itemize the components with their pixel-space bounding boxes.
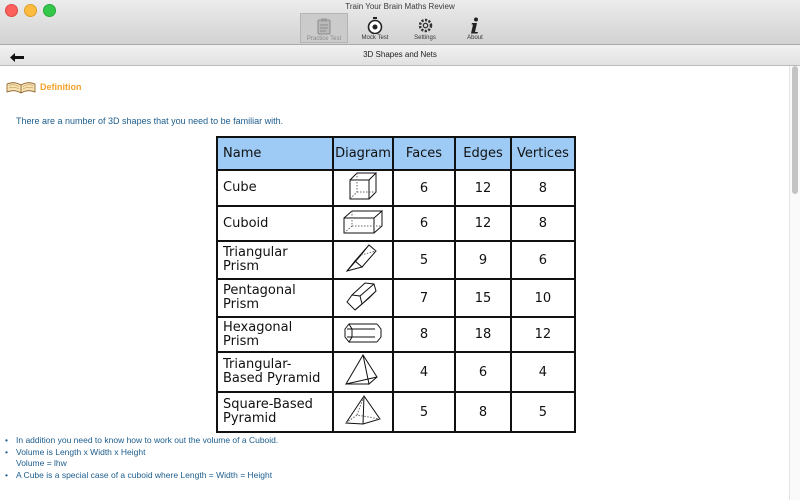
diagram-cell: [333, 241, 393, 279]
table-row: [217, 206, 575, 241]
table-header-row: [217, 137, 575, 170]
book-icon: [6, 80, 36, 94]
cuboid-diagram: [341, 208, 385, 236]
diagram-cell: [333, 392, 393, 432]
table-row: [217, 279, 575, 317]
edges-count: 8: [455, 392, 511, 432]
window-title: Train Your Brain Maths Review: [345, 2, 455, 11]
shape-name: Cuboid: [217, 206, 333, 241]
hexagonal-prism-diagram: [341, 320, 385, 346]
vertices-count: 10: [511, 279, 575, 317]
shape-name: Cube: [217, 170, 333, 206]
vertices-count: 5: [511, 392, 575, 432]
faces-count: 6: [393, 206, 455, 241]
vertices-count: 8: [511, 206, 575, 241]
header-name: Name: [217, 137, 333, 170]
table-row: [217, 392, 575, 432]
toolbar-mock-test-button[interactable]: [352, 13, 398, 41]
shape-name: Triangular Prism: [217, 241, 333, 279]
faces-count: 5: [393, 241, 455, 279]
content-area: [0, 66, 790, 500]
faces-count: 4: [393, 352, 455, 392]
shape-name: Hexagonal Prism: [217, 317, 333, 352]
list-item: • A Cube is a special case of a cuboid where Length = Width = Height: [16, 470, 278, 482]
navigation-bar: [0, 45, 800, 66]
toolbar-settings-button[interactable]: [402, 13, 448, 41]
shape-name: Triangular-Based Pyramid: [217, 352, 333, 392]
diagram-cell: [333, 317, 393, 352]
toolbar-about-button[interactable]: [452, 13, 498, 41]
toolbar: [300, 13, 502, 43]
intro-text: There are a number of 3D shapes that you need to be familiar with.: [16, 116, 284, 126]
faces-count: 7: [393, 279, 455, 317]
edges-count: 12: [455, 206, 511, 241]
cube-diagram: [343, 171, 383, 201]
list-item: • Volume is Length x Width x Height: [16, 447, 278, 459]
window-titlebar: [0, 0, 800, 45]
diagram-cell: [333, 352, 393, 392]
shape-name: Pentagonal Prism: [217, 279, 333, 317]
toolbar-about-label: About: [467, 35, 483, 41]
section-title: Definition: [40, 82, 82, 92]
shape-name: Square-Based Pyramid: [217, 392, 333, 432]
shapes-table: [216, 136, 576, 433]
edges-count: 6: [455, 352, 511, 392]
square-pyramid-diagram: [343, 393, 383, 427]
notes-list: [4, 435, 278, 481]
triangular-prism-diagram: [343, 242, 383, 274]
faces-count: 5: [393, 392, 455, 432]
toolbar-mock-test-label: Mock Test: [361, 35, 389, 41]
page-title: 3D Shapes and Nets: [363, 50, 437, 59]
diagram-cell: [333, 170, 393, 206]
header-faces: Faces: [393, 137, 455, 170]
table-row: [217, 317, 575, 352]
faces-count: 6: [393, 170, 455, 206]
edges-count: 15: [455, 279, 511, 317]
clipboard-icon: [317, 18, 331, 35]
vertices-count: 6: [511, 241, 575, 279]
header-diagram: Diagram: [333, 137, 393, 170]
vertices-count: 12: [511, 317, 575, 352]
scrollbar-thumb[interactable]: [792, 66, 798, 194]
edges-count: 9: [455, 241, 511, 279]
edges-count: 12: [455, 170, 511, 206]
table-row: [217, 352, 575, 392]
toolbar-settings-label: Settings: [414, 35, 436, 41]
vertical-scrollbar[interactable]: [789, 66, 800, 500]
edges-count: 18: [455, 317, 511, 352]
toolbar-practice-test-label: Practice Test: [306, 36, 342, 42]
pentagonal-prism-diagram: [343, 280, 383, 312]
toolbar-practice-test-button[interactable]: [300, 13, 348, 43]
vertices-count: 4: [511, 352, 575, 392]
diagram-cell: [333, 206, 393, 241]
list-item: Volume = lhw: [16, 458, 67, 468]
diagram-cell: [333, 279, 393, 317]
table-row: [217, 170, 575, 206]
list-item: • In addition you need to know how to work out the volume of a Cuboid.: [16, 435, 278, 447]
gear-icon: [417, 17, 434, 34]
faces-count: 8: [393, 317, 455, 352]
definition-heading: [6, 80, 82, 94]
vertices-count: 8: [511, 170, 575, 206]
header-edges: Edges: [455, 137, 511, 170]
stopwatch-icon: [367, 17, 383, 34]
info-icon: [469, 17, 481, 34]
triangular-pyramid-diagram: [343, 353, 383, 387]
table-row: [217, 241, 575, 279]
header-vertices: Vertices: [511, 137, 575, 170]
